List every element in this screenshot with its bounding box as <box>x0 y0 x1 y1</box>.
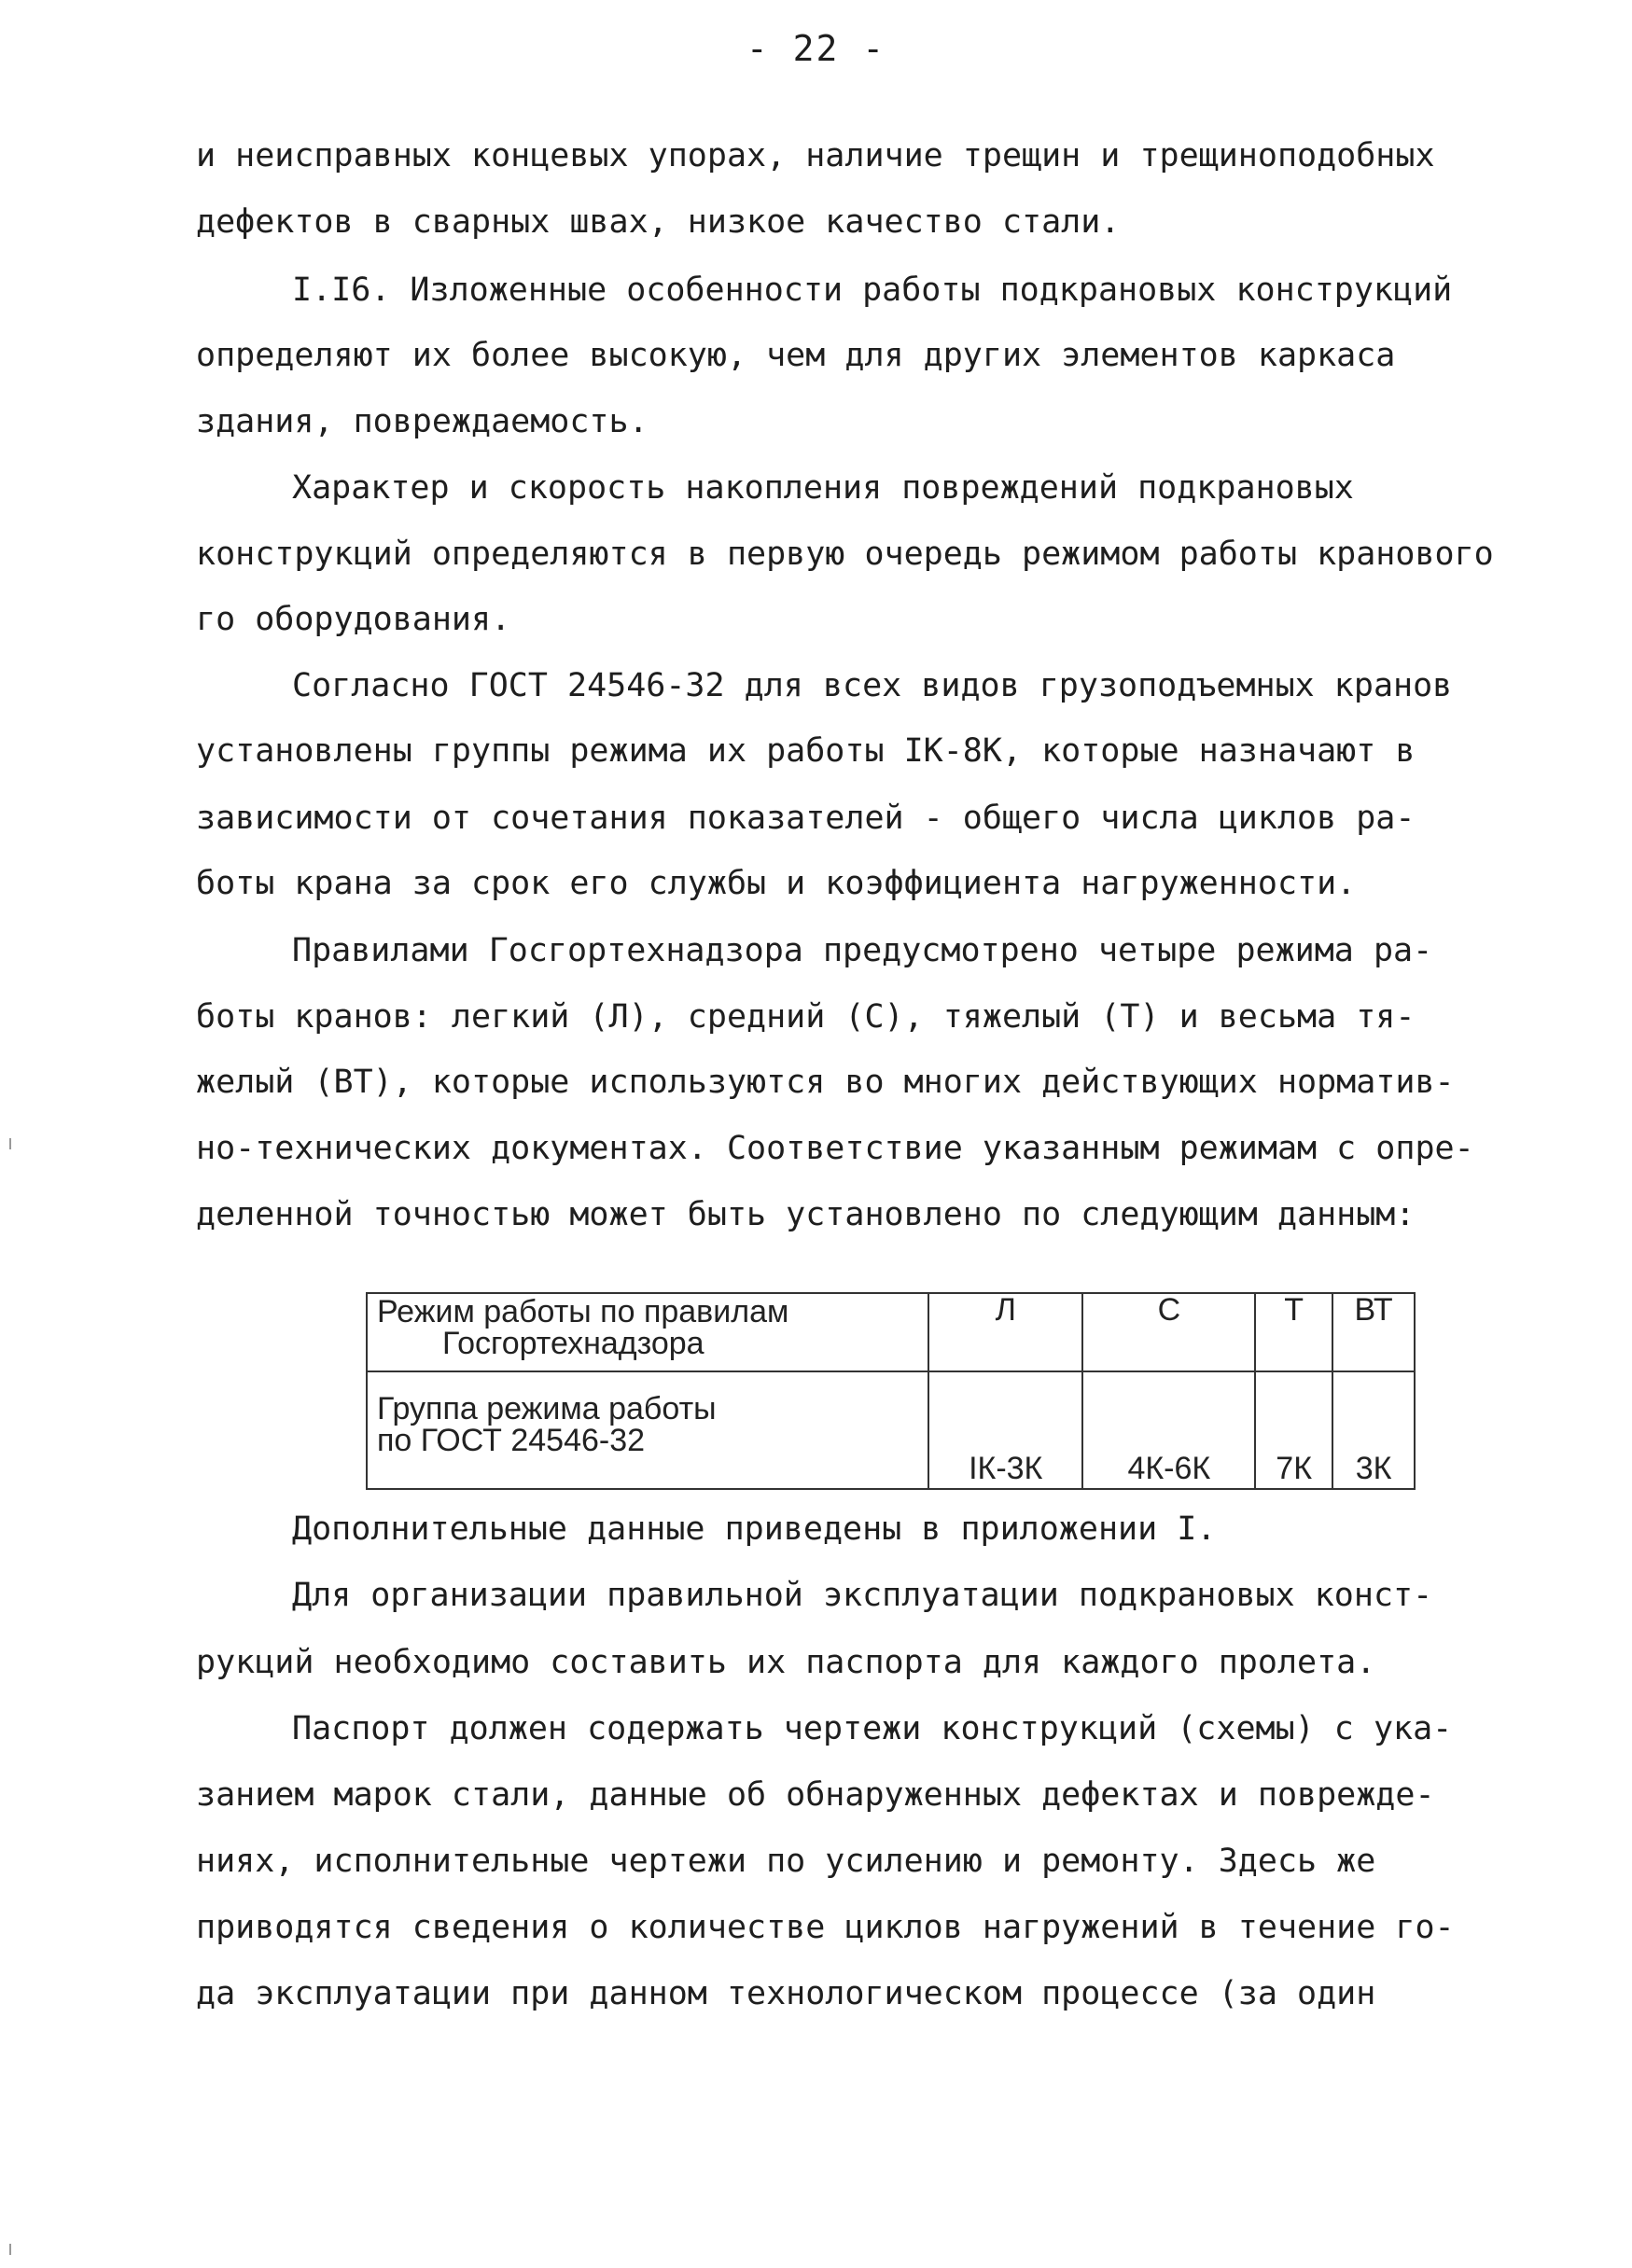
text-line: дефектов в сварных швах, низкое качество стали. <box>196 203 1121 241</box>
text-line: боты крана за срок его службы и коэффициента нагруженности. <box>196 865 1357 902</box>
text-line: рукций необходимо составить их паспорта для каждого пролета. <box>196 1644 1376 1681</box>
text-line: Дополнительные данные приведены в приложении I. <box>292 1510 1217 1548</box>
table-label: Режим работы по правилам <box>377 1294 789 1329</box>
table-label: Госгортехнадзора <box>442 1326 704 1361</box>
text-line: приводятся сведения о количестве циклов нагружений в течение го- <box>196 1909 1455 1946</box>
text-line: конструкций определяются в первую очередь режимом работы кранового <box>196 536 1494 573</box>
text-line: боты кранов: легкий (Л), средний (С), тяжелый (Т) и весьма тя- <box>196 998 1416 1036</box>
text-line: ниях, исполнительные чертежи по усилению и ремонту. Здесь же <box>196 1843 1376 1880</box>
table-cell: IК-3К <box>928 1371 1082 1489</box>
text-line: и неисправных концевых упорах, наличие трещин и трещиноподобных <box>196 137 1435 174</box>
text-line: да эксплуатации при данном технологическом процессе (за один <box>196 1975 1376 2012</box>
text-line: Для организации правильной эксплуатации подкрановых конст- <box>292 1577 1433 1614</box>
table-cell: 3К <box>1332 1371 1415 1489</box>
text-line: желый (ВТ), которые используются во многих действующих норматив- <box>196 1064 1455 1101</box>
table-label: Группа режима работы <box>377 1391 717 1426</box>
table-header-cell <box>367 1371 928 1489</box>
text-line: Правилами Госгортехнадзора предусмотрено четыре режима ра- <box>292 932 1433 969</box>
page-number: - 22 - <box>746 28 886 69</box>
text-line: го оборудования. <box>196 601 511 638</box>
table-row <box>367 1371 1415 1489</box>
text-line: деленной точностью может быть установлено по следующим данным: <box>196 1196 1416 1233</box>
table-header-cell <box>367 1293 928 1371</box>
regime-table <box>366 1292 1416 1490</box>
text-line: определяют их более высокую, чем для других элементов каркаса <box>196 337 1396 374</box>
text-line: но-технических документах. Соответствие указанным режимам с опре- <box>196 1130 1474 1167</box>
text-line: Характер и скорость накопления повреждений подкрановых <box>292 469 1354 507</box>
table-cell: 4К-6К <box>1082 1371 1255 1489</box>
text-line: I.I6. Изложенные особенности работы подкрановых конструкций <box>292 271 1453 309</box>
text-line: Паспорт должен содержать чертежи конструкций (схемы) с ука- <box>292 1710 1453 1747</box>
text-line: Согласно ГОСТ 24546-32 для всех видов грузоподъемных кранов <box>292 667 1453 704</box>
table-cell: С <box>1082 1293 1255 1371</box>
table-cell: ВТ <box>1332 1293 1415 1371</box>
table-label: по ГОСТ 24546-32 <box>377 1423 646 1458</box>
text-line: установлены группы режима их работы IК-8К, которые назначают в <box>196 732 1416 770</box>
scan-mark <box>9 1138 11 1149</box>
table-cell: Т <box>1255 1293 1332 1371</box>
table-row <box>367 1293 1415 1371</box>
table-cell: Л <box>928 1293 1082 1371</box>
table-cell: 7К <box>1255 1371 1332 1489</box>
text-line: зависимости от сочетания показателей - общего числа циклов ра- <box>196 800 1416 837</box>
text-line: занием марок стали, данные об обнаруженных дефектах и поврежде- <box>196 1776 1435 1814</box>
text-line: здания, повреждаемость. <box>196 403 649 440</box>
scan-mark <box>9 2244 11 2255</box>
